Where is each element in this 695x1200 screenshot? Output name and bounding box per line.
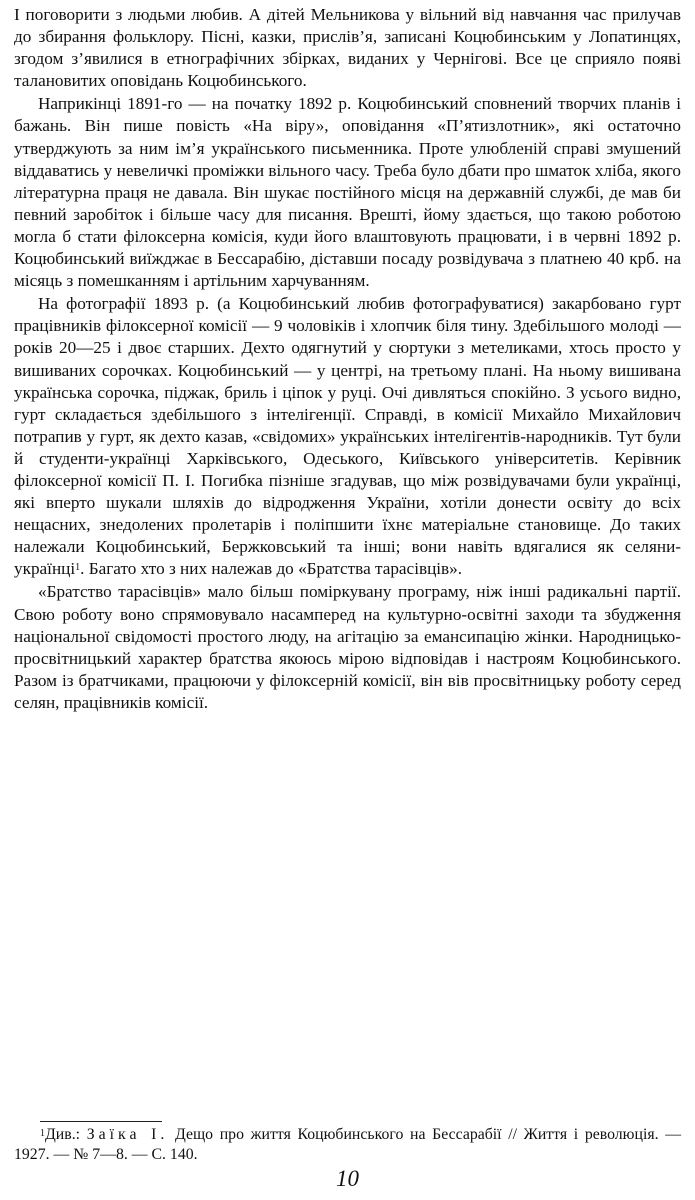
paragraph-3-tail: . Багато хто з них належав до «Братства тарасівців». (80, 559, 463, 579)
footnote-reference[interactable]: 1 (75, 562, 81, 574)
footnote-author: Заїка І. (86, 1126, 169, 1143)
footnote-entry (14, 1125, 681, 1165)
page-body (14, 4, 681, 714)
footnote (14, 1125, 681, 1165)
page-number: 10 (336, 1166, 359, 1191)
paragraph-3-text: На фотографії 1893 р. (а Коцюбинський любив фотографуватися) закарбовано гурт працівників філоксерної комісії — 9 чоловіків і хлопчик біля тину. Здебільшого молоді — років 20—25 і двоє старших. Дехто одягнутий у сюртуки з метеликами, хтось просто у вишиваних сорочках. Коцюбинський — у центрі, на третьому плані. На ньому вишивана українська сорочка, піджак, бриль і ціпок у руці. Очі дивляться спокійно. З усього видно, гурт складається здебільшого з інтелігенції. Справді, в комісії Михайло Михайлович потрапив у гурт, як дехто казав, «свідомих» українських інтелігентів-народників. Тут були й студенти-українці Харківського, Одеського, Київського університетів. Керівник філоксерної комісії П. І. Погибка пізніше згадував, що між розвідувачами були українці, які вперто шукали шляхів до відродження України, хотіли донести освіту до всіх нещасних, знедолених пролетарів і поліпшити їхнє матеріальне становище. До таких належали Коцюбинський, Бержковський та інші; вони навіть вдягалися як селяни-українці (14, 294, 681, 579)
footnote-mark: 1 (40, 1128, 45, 1139)
paragraph-3 (14, 293, 681, 580)
paragraph-1: І поговорити з людьми любив. А дітей Мельникова у вільний від навчання час прилучав до збирання фольклору. Пісні, казки, прислів’я, записані Коцюбинським у Лопатинцях, згодом з’явилися в етнографічних збірках, виданих у Чернігові. Все це сприяло появі талановитих оповідань Коцюбинського. (14, 5, 681, 91)
paragraph-2: Наприкінці 1891-го — на початку 1892 р. Коцюбинський сповнений творчих планів і бажань. Він пише повість «На віру», оповідання «П’ятизлотник», які остаточно утверджують за ним ім’я українського письменника. Проте улюбленій справі змушений віддаватись у невеличкі проміжки вільного часу. Треба було дбати про шматок хліба, якого літературна праця не давала. Він шукає постійного місця на державній службі, де мав би певний заробіток і більше часу для писання. Врешті, йому здається, що такою роботою могла б стати філоксерна комісія, куди його влаштовують працювати, і в червні 1892 р. Коцюбинський виїжджає в Бессарабію, діставши посаду розвідувача з платнею 40 крб. на місяць з помешканням і артільним харчуванням. (14, 94, 681, 291)
footnote-text: Дещо про життя Коцюбинського на Бессарабії // Життя і революція. — 1927. — № 7—8. — С. 140. (14, 1126, 682, 1163)
paragraph-4: «Братство тарасівців» мало більш поміркувану програму, ніж інші радикальні партії. Свою роботу воно спрямовувало насамперед на культурно-освітні заходи та збудження національної свідомості простого люду, на агітацію за емансипацію жінки. Народницько-просвітницький характер братства якоюсь мірою відповідав і настроям Коцюбинського. Разом із братчиками, працюючи у філоксерній комісії, він вів просвітницьку роботу серед селян, працівників комісії. (14, 582, 681, 712)
footnote-prefix: Див.: (45, 1126, 87, 1143)
footnote-divider (40, 1121, 162, 1122)
